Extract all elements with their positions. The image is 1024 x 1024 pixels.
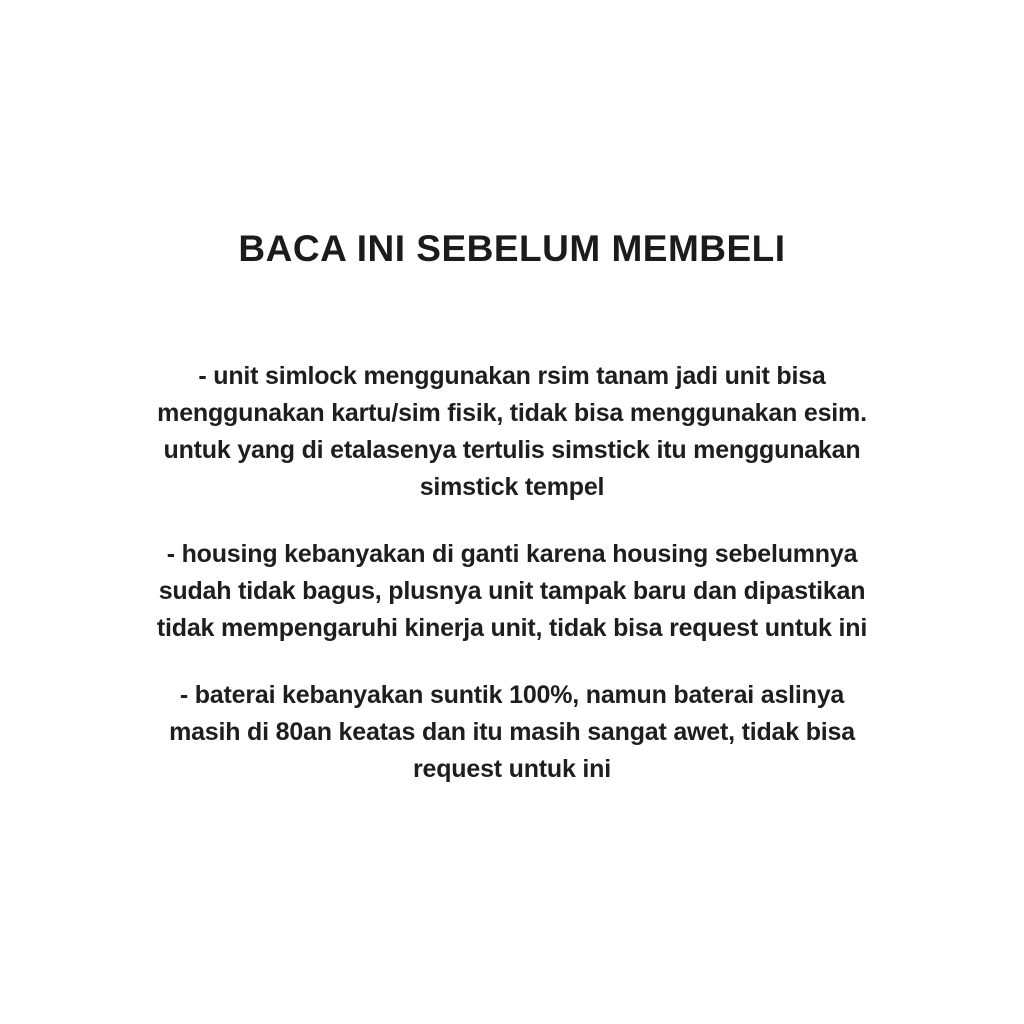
text-line: - housing kebanyakan di ganti karena housing sebelumnya bbox=[166, 540, 858, 568]
page-title: BACA INI SEBELUM MEMBELI bbox=[238, 228, 786, 269]
notice-paragraph-housing bbox=[82, 536, 942, 647]
text-line: menggunakan kartu/sim fisik, tidak bisa menggunakan esim. bbox=[157, 399, 867, 427]
notice-paragraph-simlock bbox=[82, 358, 942, 506]
text-line: - baterai kebanyakan suntik 100%, namun baterai aslinya bbox=[179, 681, 845, 709]
text-line: - unit simlock menggunakan rsim tanam jadi unit bisa bbox=[198, 362, 826, 390]
notice-paragraph-baterai bbox=[82, 677, 942, 788]
text-line: masih di 80an keatas dan itu masih sangat awet, tidak bisa bbox=[169, 718, 855, 746]
text-line: tidak mempengaruhi kinerja unit, tidak bisa request untuk ini bbox=[156, 614, 868, 642]
text-line: untuk yang di etalasenya tertulis simstick itu menggunakan bbox=[163, 436, 861, 464]
text-line: request untuk ini bbox=[412, 755, 611, 783]
buyer-notice bbox=[82, 0, 942, 788]
text-line: sudah tidak bagus, plusnya unit tampak baru dan dipastikan bbox=[158, 577, 866, 605]
text-line: simstick tempel bbox=[419, 473, 605, 501]
